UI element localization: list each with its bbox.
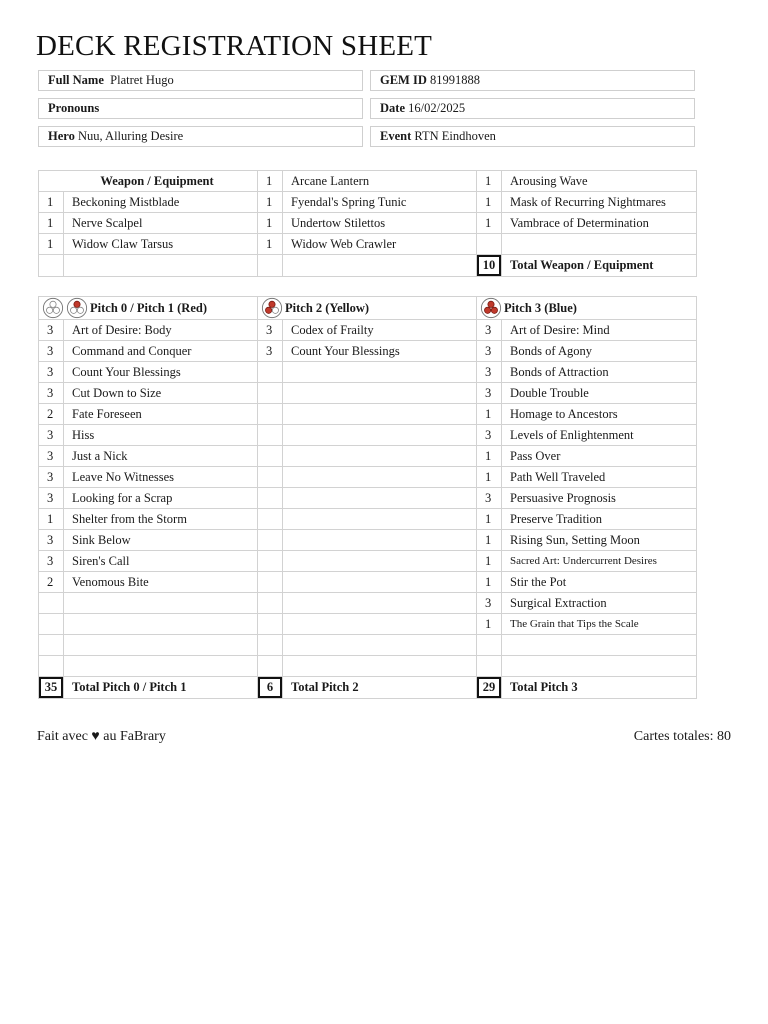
table-row [39,192,697,213]
card-qty: 1 [477,404,502,425]
pitch-zero-icon [42,297,64,319]
card-name: Arousing Wave [502,171,697,192]
table-row [39,488,697,509]
card-name: Levels of Enlightenment [502,425,697,446]
gem-id-value: 81991888 [430,73,480,87]
card-name: Undertow Stilettos [283,213,477,234]
card-qty: 1 [477,192,502,213]
card-name: Shelter from the Storm [64,509,258,530]
table-row [39,213,697,234]
card-qty: 1 [258,213,283,234]
event-value: RTN Eindhoven [414,129,496,143]
card-qty: 3 [39,530,64,551]
card-name: Arcane Lantern [283,171,477,192]
table-row [39,383,697,404]
card-name: Count Your Blessings [64,362,258,383]
card-name: Siren's Call [64,551,258,572]
table-row [39,593,697,614]
table-row [39,425,697,446]
table-row [39,614,697,635]
table-row [39,656,697,677]
card-qty: 1 [39,192,64,213]
equipment-total: 10 [477,255,501,276]
card-qty: 2 [39,404,64,425]
table-row [39,362,697,383]
card-name: Beckoning Mistblade [64,192,258,213]
card-name: Command and Conquer [64,341,258,362]
card-name: Bonds of Attraction [502,362,697,383]
table-row [39,530,697,551]
event-field [370,126,695,147]
yellow-total: 6 [258,677,282,698]
card-qty: 3 [477,320,502,341]
hero-value: Nuu, Alluring Desire [77,129,184,143]
card-qty: 3 [39,488,64,509]
table-row [39,234,697,255]
card-qty: 1 [477,446,502,467]
card-name: Stir the Pot [502,572,697,593]
card-name: Art of Desire: Body [64,320,258,341]
card-name: Nerve Scalpel [64,213,258,234]
card-qty: 1 [477,509,502,530]
card-qty: 1 [39,509,64,530]
pitch-yellow-header: Pitch 2 (Yellow) [285,300,370,315]
card-qty: 2 [39,572,64,593]
card-qty: 3 [477,488,502,509]
card-name: Path Well Traveled [502,467,697,488]
card-name: Looking for a Scrap [64,488,258,509]
card-qty: 3 [258,341,283,362]
table-row [39,255,697,277]
total-cards: Cartes totales: 80 [633,729,731,744]
card-name: Venomous Bite [64,572,258,593]
card-qty: 1 [477,467,502,488]
pitch-red-header-cell [39,297,258,320]
card-name: Bonds of Agony [502,341,697,362]
card-qty: 3 [477,383,502,404]
card-name: The Grain that Tips the Scale [502,614,697,635]
card-name: Preserve Tradition [502,509,697,530]
card-qty: 1 [477,614,502,635]
pitch-red-header: Pitch 0 / Pitch 1 (Red) [90,300,207,315]
date-value: 16/02/2025 [408,101,466,115]
card-name: Widow Web Crawler [283,234,477,255]
yellow-total-label: Total Pitch 2 [283,677,477,699]
card-name: Mask of Recurring Nightmares [502,192,697,213]
footer-credit: Fait avec ♥ au FaBrary [37,729,166,744]
table-row [39,171,697,192]
full-name-field [38,70,363,91]
table-row [39,446,697,467]
card-name: Vambrace of Determination [502,213,697,234]
card-name: Codex of Frailty [283,320,477,341]
pitch-three-icon [480,297,502,319]
card-name: Leave No Witnesses [64,467,258,488]
red-total: 35 [39,677,63,698]
date-label: Date [380,101,405,115]
equipment-header: Weapon / Equipment [39,171,258,192]
card-name: Count Your Blessings [283,341,477,362]
card-name: Cut Down to Size [64,383,258,404]
pitch-table [38,296,697,699]
pronouns-label: Pronouns [48,101,100,115]
table-row [39,635,697,656]
blue-total: 29 [477,677,501,698]
card-name: Double Trouble [502,383,697,404]
card-name: Rising Sun, Setting Moon [502,530,697,551]
pitch-blue-header-cell [477,297,697,320]
pronouns-field [38,98,363,119]
card-name: Pass Over [502,446,697,467]
equipment-total-label: Total Weapon / Equipment [502,255,697,277]
table-row [39,320,697,341]
card-name: Sacred Art: Undercurrent Desires [502,551,697,572]
card-qty: 1 [39,213,64,234]
card-qty: 1 [258,192,283,213]
card-qty: 1 [477,572,502,593]
card-qty: 3 [39,425,64,446]
card-qty: 3 [39,446,64,467]
event-label: Event [380,129,412,143]
card-qty: 1 [477,530,502,551]
card-name: Just a Nick [64,446,258,467]
card-qty: 3 [477,341,502,362]
card-name: Art of Desire: Mind [502,320,697,341]
red-total-label: Total Pitch 0 / Pitch 1 [64,677,258,699]
table-row [39,297,697,320]
pitch-blue-header: Pitch 3 (Blue) [504,300,577,315]
card-qty: 1 [477,171,502,192]
table-row [39,509,697,530]
card-name: Sink Below [64,530,258,551]
date-field [370,98,695,119]
card-name: Homage to Ancestors [502,404,697,425]
gem-id-field [370,70,695,91]
card-qty: 3 [39,383,64,404]
table-row [39,551,697,572]
card-name: Fyendal's Spring Tunic [283,192,477,213]
hero-field [38,126,363,147]
table-row [39,467,697,488]
table-row [39,572,697,593]
gem-id-label: GEM ID [380,73,427,87]
table-row [39,677,697,699]
table-row [39,341,697,362]
card-qty: 3 [477,593,502,614]
page-title: DECK REGISTRATION SHEET [36,30,433,62]
pitch-yellow-header-cell [258,297,477,320]
card-qty: 1 [258,234,283,255]
card-qty: 1 [477,551,502,572]
card-qty: 3 [39,467,64,488]
card-name: Fate Foreseen [64,404,258,425]
card-qty: 1 [39,234,64,255]
card-name: Persuasive Prognosis [502,488,697,509]
card-qty: 3 [258,320,283,341]
card-qty: 1 [477,213,502,234]
blue-total-label: Total Pitch 3 [502,677,697,699]
hero-label: Hero [48,129,75,143]
card-qty: 1 [258,171,283,192]
card-qty: 3 [39,551,64,572]
equipment-table [38,170,697,277]
full-name-label: Full Name [48,73,104,87]
card-qty: 3 [477,362,502,383]
card-name: Hiss [64,425,258,446]
pitch-two-icon [261,297,283,319]
card-name: Widow Claw Tarsus [64,234,258,255]
full-name-value: Platret Hugo [110,73,174,87]
card-name: Surgical Extraction [502,593,697,614]
card-qty: 3 [477,425,502,446]
card-qty: 3 [39,320,64,341]
card-qty: 3 [39,362,64,383]
card-qty: 3 [39,341,64,362]
table-row [39,404,697,425]
pitch-one-icon [66,297,88,319]
